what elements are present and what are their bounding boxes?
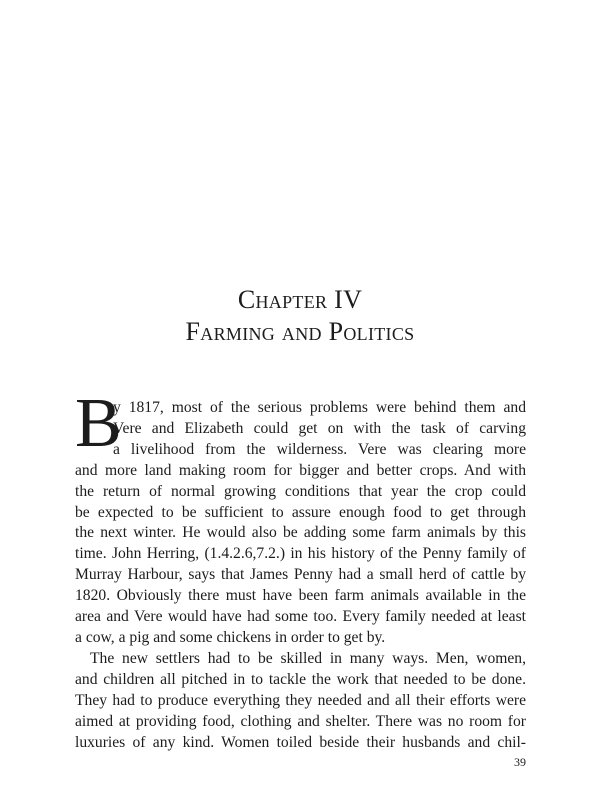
text-line: Murray Harbour, says that James Penny had a small herd of cattle by	[75, 566, 526, 584]
paragraph-1	[75, 385, 526, 649]
text-line: The new settlers had to be skilled in many ways. Men, women,	[90, 649, 526, 667]
text-line: Vere and Elizabeth could get on with the task of carving	[113, 419, 526, 437]
page-number: 39	[514, 755, 526, 769]
text-line: a cow, a pig and some chickens in order to get by.	[75, 628, 386, 646]
text-line: area and Vere would have had some too. Every family needed at least	[75, 608, 526, 626]
chapter-number: Chapter IV	[237, 285, 363, 314]
text-line: and children all pitched in to tackle the work that needed to be done.	[75, 670, 526, 688]
text-line: They had to produce everything they needed and all their efforts were	[75, 691, 526, 709]
text-line: time. John Herring, (1.4.2.6,7.2.) in his history of the Penny family of	[75, 545, 526, 563]
body-text	[75, 385, 526, 753]
text-line: and more land making room for bigger and better crops. And with	[75, 461, 526, 479]
text-line: aimed at providing food, clothing and shelter. There was no room for	[75, 712, 526, 730]
drop-cap: B	[75, 385, 122, 462]
chapter-heading	[0, 284, 600, 348]
text-line: the next winter. He would also be adding some farm animals by this	[75, 524, 526, 542]
text-line: the return of normal growing conditions that year the crop could	[75, 482, 526, 500]
text-line: B y 1817, most of the serious problems were behind them and	[75, 385, 526, 462]
paragraph-2	[75, 649, 526, 754]
text-line: a livelihood from the wilderness. Vere was clearing more	[113, 440, 526, 458]
text-line: 1820. Obviously there must have been farm animals available in the	[75, 587, 526, 605]
chapter-title: Farming and Politics	[185, 317, 415, 346]
text-line: luxuries of any kind. Women toiled beside their husbands and chil-	[75, 733, 526, 751]
text-line: be expected to be sufficient to assure enough food to get through	[75, 503, 526, 521]
